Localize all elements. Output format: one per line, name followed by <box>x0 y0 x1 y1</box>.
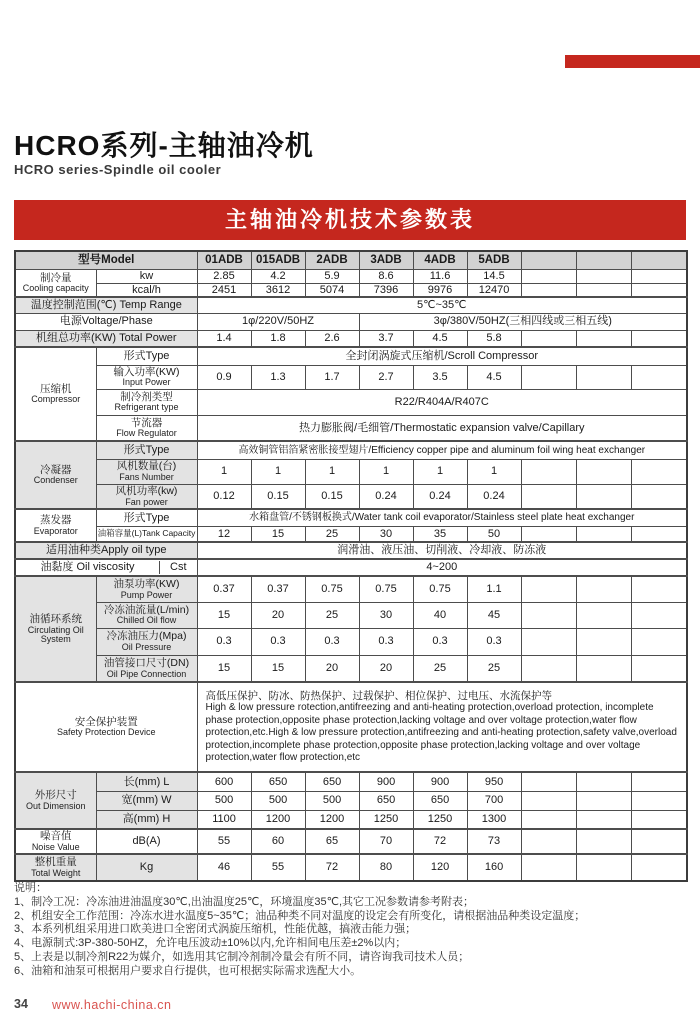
table-cell <box>576 772 631 791</box>
table-cell <box>631 365 687 389</box>
table-cell: 温度控制范围(℃) Temp Range <box>15 297 197 313</box>
table-row <box>15 791 687 810</box>
table-cell: 冷凝器 Condenser <box>15 441 96 509</box>
table-cell <box>521 854 576 881</box>
table-cell: 水箱盘管/不锈钢板换式/Water tank coil evaporator/Stainless steel plate heat exchanger <box>197 509 687 526</box>
table-cell: 4~200 <box>197 559 687 576</box>
table-cell: 15 <box>251 655 305 682</box>
table-cell: 0.3 <box>359 628 413 655</box>
table-cell: 4.5 <box>467 365 521 389</box>
table-cell <box>631 854 687 881</box>
table-cell: 1 <box>413 459 467 484</box>
table-cell <box>631 829 687 854</box>
table-cell: 73 <box>467 829 521 854</box>
table-cell: Kg <box>96 854 197 881</box>
table-cell: 安全保护装置 Safety Protection Device <box>15 682 197 772</box>
column-header-cell: 4ADB <box>413 251 467 269</box>
table-cell <box>576 829 631 854</box>
table-cell <box>576 576 631 602</box>
table-row <box>15 602 687 628</box>
table-cell: 20 <box>359 655 413 682</box>
table-cell <box>631 602 687 628</box>
table-cell: 30 <box>359 602 413 628</box>
table-cell: 650 <box>251 772 305 791</box>
table-cell <box>576 810 631 829</box>
table-cell <box>631 791 687 810</box>
page-number: 34 <box>14 997 28 1011</box>
table-cell: 500 <box>197 791 251 810</box>
table-cell <box>521 283 576 297</box>
table-cell <box>521 484 576 509</box>
table-cell <box>521 365 576 389</box>
table-cell: 1 <box>305 459 359 484</box>
table-row <box>15 389 687 415</box>
table-cell: 3.5 <box>413 365 467 389</box>
table-cell: 1200 <box>305 810 359 829</box>
table-cell: 20 <box>305 655 359 682</box>
table-cell: 55 <box>197 829 251 854</box>
table-cell: 2451 <box>197 283 251 297</box>
table-cell: 72 <box>305 854 359 881</box>
table-cell: 25 <box>413 655 467 682</box>
table-cell: 25 <box>305 526 359 542</box>
table-row <box>15 251 687 269</box>
table-cell <box>576 365 631 389</box>
table-cell: 1 <box>197 459 251 484</box>
table-cell <box>576 791 631 810</box>
table-cell: 3φ/380V/50HZ(三相四线或三相五线) <box>359 313 687 330</box>
table-cell: 5074 <box>305 283 359 297</box>
column-header-cell <box>521 251 576 269</box>
table-cell: 46 <box>197 854 251 881</box>
table-cell <box>521 772 576 791</box>
table-cell: 1250 <box>359 810 413 829</box>
table-cell: 35 <box>413 526 467 542</box>
table-row <box>15 854 687 881</box>
table-row <box>15 526 687 542</box>
column-header-cell: 01ADB <box>197 251 251 269</box>
table-cell <box>576 655 631 682</box>
notes-heading: 说明： <box>14 882 47 894</box>
table-cell: 机组总功率(KW) Total Power <box>15 330 197 347</box>
note-line: 1、制冷工况：冷冻油进油温度30℃,出油温度25℃，环境温度35℃,其它工况参数请参考附表； <box>14 895 474 908</box>
table-cell: 0.15 <box>305 484 359 509</box>
table-cell: 65 <box>305 829 359 854</box>
table-cell <box>631 810 687 829</box>
table-cell: 形式Type <box>96 441 197 459</box>
table-cell: 12470 <box>467 283 521 297</box>
table-cell <box>631 283 687 297</box>
table-row <box>15 415 687 441</box>
table-cell: 30 <box>359 526 413 542</box>
table-cell: 900 <box>413 772 467 791</box>
table-cell: 热力膨胀阀/毛细管/Thermostatic expansion valve/Capillary <box>197 415 687 441</box>
table-cell <box>576 854 631 881</box>
table-cell: 4.2 <box>251 269 305 283</box>
table-cell <box>521 628 576 655</box>
table-cell: kw <box>96 269 197 283</box>
table-cell: 20 <box>251 602 305 628</box>
table-cell: 2.7 <box>359 365 413 389</box>
table-row <box>15 810 687 829</box>
table-row <box>15 269 687 283</box>
table-cell <box>576 602 631 628</box>
table-cell: 15 <box>251 526 305 542</box>
table-cell: 油循环系统 Circulating Oil System <box>15 576 96 682</box>
table-row <box>15 484 687 509</box>
table-row <box>15 655 687 682</box>
table-cell: 节流器 Flow Regulator <box>96 415 197 441</box>
table-cell: 1 <box>251 459 305 484</box>
table-cell: 15 <box>197 602 251 628</box>
table-row <box>15 347 687 365</box>
table-cell: 700 <box>467 791 521 810</box>
table-cell: 5.8 <box>467 330 521 347</box>
table-cell: 14.5 <box>467 269 521 283</box>
header-accent-bar <box>565 55 700 68</box>
column-header-cell <box>576 251 631 269</box>
page-subtitle: HCRO series-Spindle oil cooler <box>14 162 222 177</box>
table-cell: 80 <box>359 854 413 881</box>
table-row <box>15 330 687 347</box>
table-row <box>15 313 687 330</box>
table-cell: 0.75 <box>305 576 359 602</box>
spec-table <box>14 250 688 882</box>
table-cell: 冷冻油流量(L/min) Chilled Oil flow <box>96 602 197 628</box>
table-row <box>15 509 687 526</box>
table-cell: 0.3 <box>305 628 359 655</box>
table-cell: 45 <box>467 602 521 628</box>
table-cell: 500 <box>305 791 359 810</box>
table-cell: 1100 <box>197 810 251 829</box>
table-cell: 整机重量 Total Weight <box>15 854 96 881</box>
table-row <box>15 441 687 459</box>
table-cell: 形式Type <box>96 509 197 526</box>
column-header-cell: 5ADB <box>467 251 521 269</box>
table-cell <box>631 459 687 484</box>
table-cell: 0.3 <box>467 628 521 655</box>
table-cell <box>521 791 576 810</box>
table-cell: 噪音值 Noise Value <box>15 829 96 854</box>
table-cell: 1.1 <box>467 576 521 602</box>
table-cell <box>631 772 687 791</box>
table-cell: 50 <box>467 526 521 542</box>
table-row <box>15 576 687 602</box>
table-cell: 适用油种类Apply oil type <box>15 542 197 559</box>
spec-table-wrapper <box>14 250 686 882</box>
table-cell: 9976 <box>413 283 467 297</box>
column-header-cell <box>631 251 687 269</box>
table-cell: 40 <box>413 602 467 628</box>
table-row <box>15 682 687 772</box>
table-cell: dB(A) <box>96 829 197 854</box>
table-cell: 55 <box>251 854 305 881</box>
notes-block <box>14 882 690 979</box>
note-line: 6、油箱和油泵可根据用户要求自行提供，也可根据实际需求选配大小。 <box>14 964 362 977</box>
table-cell <box>631 269 687 283</box>
table-cell: 制冷剂类型 Refrigerant type <box>96 389 197 415</box>
table-cell <box>631 330 687 347</box>
table-cell: 0.24 <box>467 484 521 509</box>
column-header-cell: 3ADB <box>359 251 413 269</box>
table-cell: 3612 <box>251 283 305 297</box>
table-cell: 输入功率(KW) Input Power <box>96 365 197 389</box>
table-cell: 0.12 <box>197 484 251 509</box>
table-cell: 950 <box>467 772 521 791</box>
table-row <box>15 365 687 389</box>
table-cell: 650 <box>359 791 413 810</box>
table-cell: 120 <box>413 854 467 881</box>
table-cell: 形式Type <box>96 347 197 365</box>
table-cell: 0.24 <box>359 484 413 509</box>
table-cell <box>576 283 631 297</box>
table-cell <box>521 655 576 682</box>
table-cell: 25 <box>305 602 359 628</box>
page-title: HCRO系列-主轴油冷机 <box>14 130 314 161</box>
table-cell <box>631 655 687 682</box>
table-banner-title: 主轴油冷机技术参数表 <box>14 200 686 240</box>
table-cell: 1300 <box>467 810 521 829</box>
table-cell: 1.7 <box>305 365 359 389</box>
table-row <box>15 542 687 559</box>
table-cell: 高低压保护、防冰、防热保护、过载保护、相位保护、过电压、水流保护等 High & low pressure rotection,antifreezing and anti-heating protection,overload protection, incomplete phase protection,opposite phase protection,lacking voltage and over voltage protection,water flow protection,etc.High & low pressure protection,antifreezing and anti-heating protection,safety valve,overload protection,incomplete phase protection,opposite phase protection,lacking voltage and over voltage protection,water flow protection,etc <box>197 682 687 772</box>
table-cell <box>576 526 631 542</box>
table-cell: 60 <box>251 829 305 854</box>
table-cell: 油黏度 Oil viscosity Cst <box>15 559 197 576</box>
column-header-cell: 2ADB <box>305 251 359 269</box>
table-cell: 650 <box>305 772 359 791</box>
table-row <box>15 297 687 313</box>
table-cell: 0.15 <box>251 484 305 509</box>
table-row <box>15 829 687 854</box>
table-cell: 0.3 <box>251 628 305 655</box>
table-cell: 风机数量(台) Fans Number <box>96 459 197 484</box>
table-cell: 电源Voltage/Phase <box>15 313 197 330</box>
table-cell: 油箱容量(L)Tank Capacity <box>96 526 197 542</box>
table-cell: 长(mm) L <box>96 772 197 791</box>
table-cell: 3.7 <box>359 330 413 347</box>
table-cell <box>631 576 687 602</box>
column-header-cell: 型号Model <box>15 251 197 269</box>
note-line: 4、电源制式:3P-380-50HZ，允许电压波动±10%以内,允许相间电压差±2%以内； <box>14 937 407 950</box>
table-cell <box>521 829 576 854</box>
table-cell <box>521 810 576 829</box>
table-cell: 5.9 <box>305 269 359 283</box>
note-line: 2、机组安全工作范围：冷冻水进水温度5~35℃；油品种类不同对温度的设定会有所变化，请根据油品种类设定温度； <box>14 909 586 922</box>
table-cell <box>631 526 687 542</box>
table-row <box>15 628 687 655</box>
table-cell: 1.8 <box>251 330 305 347</box>
table-cell: 0.75 <box>359 576 413 602</box>
table-cell: 0.3 <box>413 628 467 655</box>
table-cell <box>576 484 631 509</box>
table-cell: 1 <box>467 459 521 484</box>
table-cell: 160 <box>467 854 521 881</box>
table-cell: 25 <box>467 655 521 682</box>
table-cell: 4.5 <box>413 330 467 347</box>
table-cell: 1250 <box>413 810 467 829</box>
table-row <box>15 459 687 484</box>
table-cell <box>521 602 576 628</box>
table-cell <box>521 459 576 484</box>
table-cell <box>576 330 631 347</box>
table-cell <box>631 484 687 509</box>
column-header-cell: 015ADB <box>251 251 305 269</box>
table-cell: 蒸发器 Evaporator <box>15 509 96 542</box>
table-cell: 2.6 <box>305 330 359 347</box>
table-cell: 制冷量 Cooling capacity <box>15 269 96 297</box>
table-cell: 油管接口尺寸(DN) Oil Pipe Connection <box>96 655 197 682</box>
table-cell: 600 <box>197 772 251 791</box>
table-cell: 高(mm) H <box>96 810 197 829</box>
table-row <box>15 772 687 791</box>
table-cell: 0.75 <box>413 576 467 602</box>
table-cell: 8.6 <box>359 269 413 283</box>
table-cell: kcal/h <box>96 283 197 297</box>
table-cell: 72 <box>413 829 467 854</box>
note-line: 3、本系列机组采用进口欧美进口全密闭式涡旋压缩机，性能优越，搞液击能力强； <box>14 923 417 936</box>
table-cell <box>631 628 687 655</box>
table-cell: 5℃~35℃ <box>197 297 687 313</box>
table-cell: 0.37 <box>251 576 305 602</box>
table-cell: 0.3 <box>197 628 251 655</box>
table-cell <box>521 330 576 347</box>
table-cell <box>576 628 631 655</box>
table-cell: 压缩机 Compressor <box>15 347 96 441</box>
table-cell: 1.4 <box>197 330 251 347</box>
table-row <box>15 283 687 297</box>
table-cell: 全封闭涡旋式压缩机/Scroll Compressor <box>197 347 687 365</box>
table-cell: 12 <box>197 526 251 542</box>
table-cell <box>576 459 631 484</box>
table-cell: 11.6 <box>413 269 467 283</box>
table-cell: 0.37 <box>197 576 251 602</box>
note-line: 5、上表是以制冷剂R22为媒介，如选用其它制冷剂制冷量会有所不同，请咨询我司技术人员； <box>14 950 470 963</box>
website-link[interactable]: www.hachi-china.cn <box>52 998 172 1012</box>
table-cell: 1φ/220V/50HZ <box>197 313 359 330</box>
table-cell: 油泵功率(KW) Pump Power <box>96 576 197 602</box>
table-cell: 500 <box>251 791 305 810</box>
table-cell: 650 <box>413 791 467 810</box>
table-cell: 2.85 <box>197 269 251 283</box>
table-cell <box>576 269 631 283</box>
table-cell: 1200 <box>251 810 305 829</box>
table-cell: 0.24 <box>413 484 467 509</box>
table-cell <box>521 269 576 283</box>
table-cell: 1 <box>359 459 413 484</box>
table-cell: R22/R404A/R407C <box>197 389 687 415</box>
table-cell: 冷冻油压力(Mpa) Oil Pressure <box>96 628 197 655</box>
table-cell: 高效铜管铝箔紧密胀接型翅片/Efficiency copper pipe and aluminum foil wing heat exchanger <box>197 441 687 459</box>
table-cell: 15 <box>197 655 251 682</box>
table-row <box>15 559 687 576</box>
table-cell: 900 <box>359 772 413 791</box>
table-cell: 1.3 <box>251 365 305 389</box>
table-cell: 7396 <box>359 283 413 297</box>
table-cell: 润滑油、液压油、切削液、冷却液、防冻液 <box>197 542 687 559</box>
table-cell: 70 <box>359 829 413 854</box>
table-cell: 外形尺寸 Out Dimension <box>15 772 96 829</box>
table-cell: 风机功率(kw) Fan power <box>96 484 197 509</box>
table-cell: 宽(mm) W <box>96 791 197 810</box>
table-cell: 0.9 <box>197 365 251 389</box>
table-cell <box>521 526 576 542</box>
table-cell <box>521 576 576 602</box>
